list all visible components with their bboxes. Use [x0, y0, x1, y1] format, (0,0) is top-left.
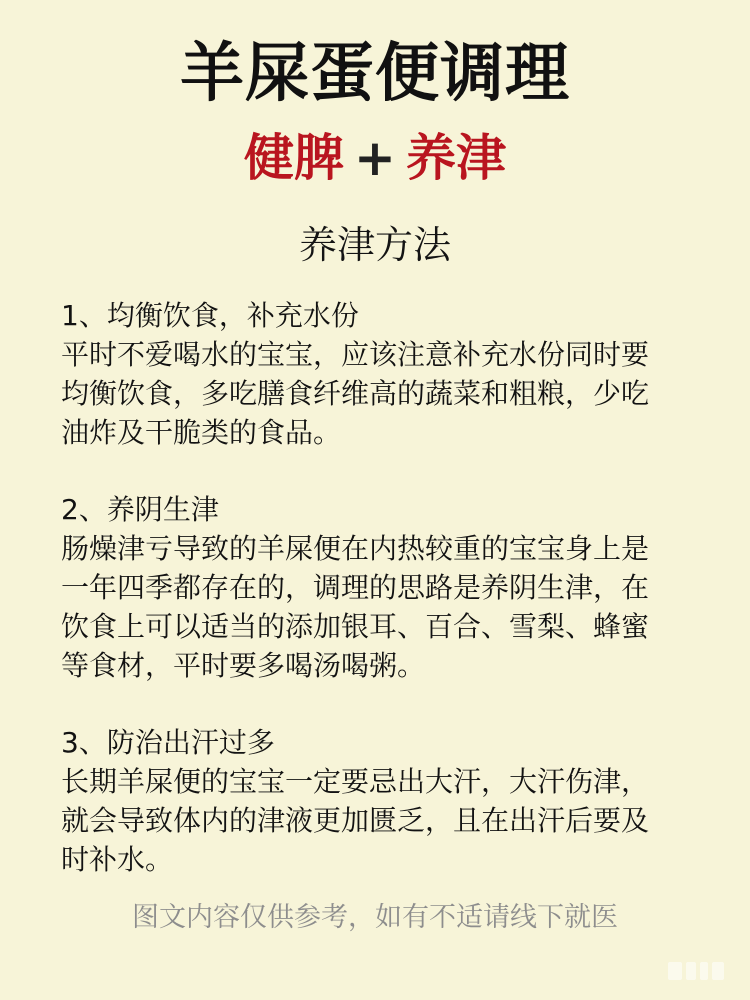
watermark-block-3	[700, 962, 708, 980]
tip-title-3: 3、防治出汗过多	[61, 726, 275, 759]
page-subtitle	[0, 129, 750, 187]
tip-title-2: 2、养阴生津	[61, 493, 219, 526]
watermark-block-4	[712, 962, 724, 980]
tip-item-2	[61, 490, 701, 685]
tip-item-1	[61, 296, 701, 452]
watermark-block-2	[686, 962, 696, 980]
section-heading: 养津方法	[298, 223, 451, 267]
page-title: 羊屎蛋便调理	[180, 37, 570, 111]
tip-body-3: 长期羊屎便的宝宝一定要忌出大汗，大汗伤津， 就会导致体内的津液更加匮乏，且在出汗后要及 时补水。	[61, 765, 650, 876]
tip-title-1: 1、均衡饮食，补充水份	[61, 299, 359, 332]
watermark-logo	[660, 960, 732, 982]
tip-body-1: 平时不爱喝水的宝宝，应该注意补充水份同时要 均衡饮食，多吃膳食纤维高的蔬菜和粗粮，少吃 油炸及干脆类的食品。	[61, 338, 650, 449]
tip-body-2: 肠燥津亏导致的羊屎便在内热较重的宝宝身上是 一年四季都存在的，调理的思路是养阴生津，在 饮食上可以适当的添加银耳、百合、雪梨、蜂蜜 等食材，平时要多喝汤喝粥。	[61, 532, 650, 682]
subtitle-left: 健脾	[244, 129, 345, 187]
tip-item-3	[61, 723, 701, 879]
subtitle-plus: +	[354, 129, 396, 187]
watermark-block-1	[668, 962, 682, 980]
article-content	[61, 296, 701, 917]
subtitle-right: 养津	[405, 129, 506, 187]
footer-note: 图文内容仅供参考，如有不适请线下就医	[132, 902, 618, 933]
